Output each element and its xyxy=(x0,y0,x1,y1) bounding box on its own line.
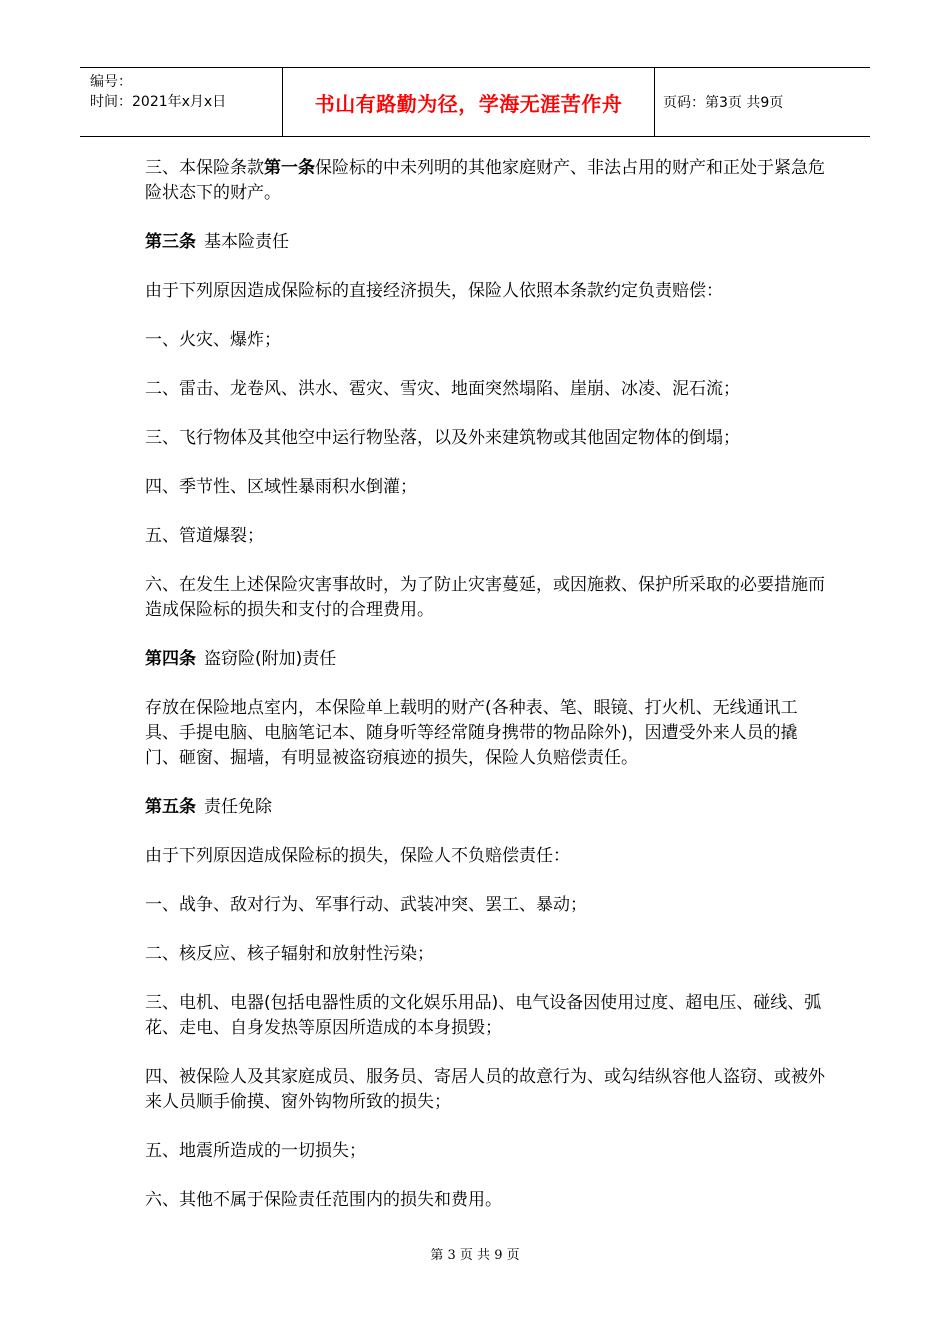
list-item: 五、地震所造成的一切损失； xyxy=(145,1141,366,1161)
header-left-cell xyxy=(80,68,282,136)
section-number: 第四条 xyxy=(145,649,196,669)
section-heading-4 xyxy=(145,647,825,672)
date-label: 时间：2021年x月x日 xyxy=(90,94,227,110)
header-table xyxy=(80,67,870,137)
list-item: 一、火灾、爆炸； xyxy=(145,330,281,350)
list-item: 一、战争、敌对行为、军事行动、武装冲突、罢工、暴动； xyxy=(145,895,587,915)
list-item: 二、雷击、龙卷风、洪水、雹灾、雪灾、地面突然塌陷、崖崩、冰凌、泥石流； xyxy=(145,379,740,399)
paragraph-clause-reference xyxy=(145,156,825,206)
number-label: 编号： xyxy=(90,74,132,90)
page-label: 页码：第3页 共9页 xyxy=(663,95,784,111)
text-segment: 保险标的中未列明的其他家庭财产、非法占用的财产和正处于紧急危险状态下的财产。 xyxy=(145,158,825,203)
motto: 书山有路勤为径，学海无涯苦作舟 xyxy=(282,68,655,136)
section-number: 第五条 xyxy=(145,797,196,817)
document-body xyxy=(145,156,825,1237)
bold-clause-ref: 第一条 xyxy=(264,158,315,178)
list-item: 六、在发生上述保险灾害事故时，为了防止灾害蔓延，或因施救、保护所采取的必要措施而造成保险标的损失和支付的合理费用。 xyxy=(145,575,825,620)
list-item: 四、季节性、区域性暴雨积水倒灌； xyxy=(145,477,417,497)
section-title: 责任免除 xyxy=(204,797,272,817)
section-4-body: 存放在保险地点室内，本保险单上载明的财产(各种表、笔、眼镜、打火机、无线通讯工具、手提电脑、电脑笔记本、随身听等经常随身携带的物品除外)，因遭受外来人员的撬门、砸窗、掘墙，有明显被盗窃痕迹的损失，保险人负赔偿责任。 xyxy=(145,698,798,768)
page-footer: 第 3 页 共 9 页 xyxy=(430,1248,520,1263)
list-item: 五、管道爆裂； xyxy=(145,526,264,546)
section-title: 基本险责任 xyxy=(204,232,289,252)
text-segment: 三、本保险条款 xyxy=(145,158,264,178)
list-item: 三、飞行物体及其他空中运行物坠落，以及外来建筑物或其他固定物体的倒塌； xyxy=(145,428,740,448)
section-heading-5 xyxy=(145,795,825,820)
section-5-intro: 由于下列原因造成保险标的损失，保险人不负赔偿责任： xyxy=(145,846,570,866)
section-title: 盗窃险(附加)责任 xyxy=(204,649,337,669)
section-3-intro: 由于下列原因造成保险标的直接经济损失，保险人依照本条款约定负责赔偿： xyxy=(145,281,723,301)
list-item: 四、被保险人及其家庭成员、服务员、寄居人员的故意行为、或勾结纵容他人盗窃、或被外来人员顺手偷摸、窗外钩物所致的损失； xyxy=(145,1067,825,1112)
section-heading-3 xyxy=(145,230,825,255)
list-item: 三、电机、电器(包括电器性质的文化娱乐用品)、电气设备因使用过度、超电压、碰线、弧花、走电、自身发热等原因所造成的本身损毁； xyxy=(145,993,822,1038)
list-item: 六、其他不属于保险责任范围内的损失和费用。 xyxy=(145,1190,502,1210)
section-number: 第三条 xyxy=(145,232,196,252)
list-item: 二、核反应、核子辐射和放射性污染； xyxy=(145,944,434,964)
